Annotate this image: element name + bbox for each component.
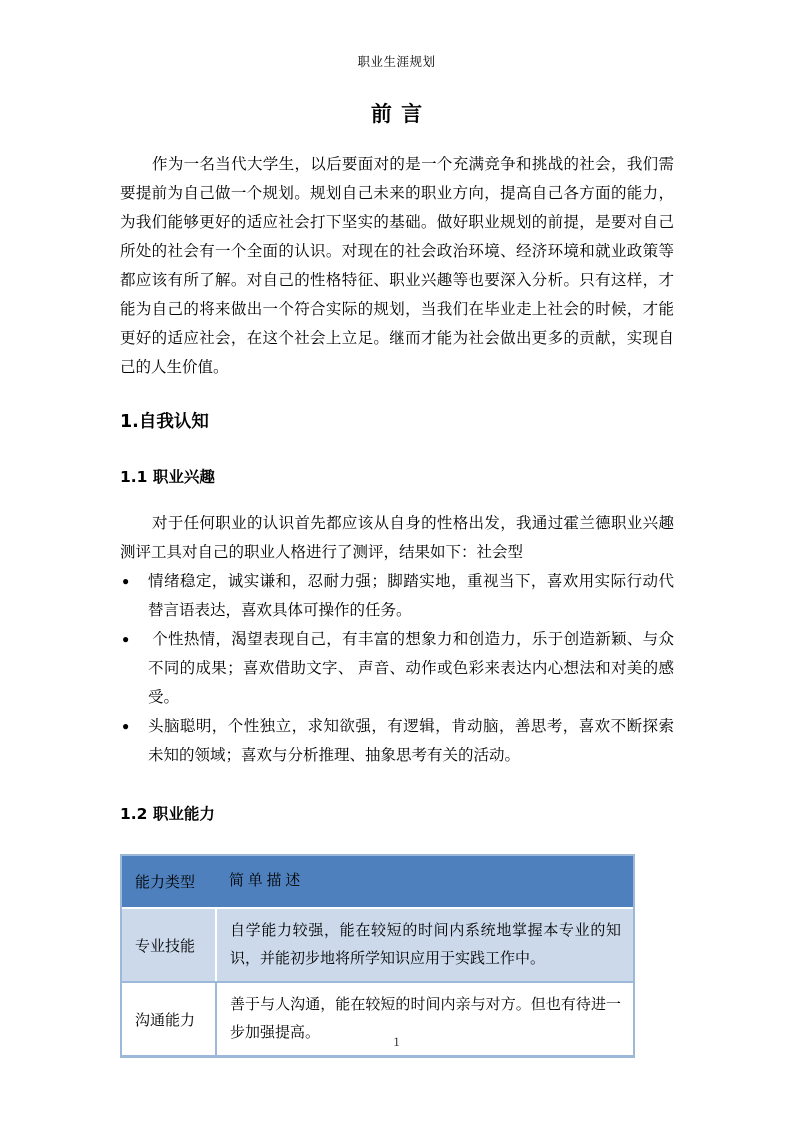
subsection-heading-career-interest: 1.1 职业兴趣 <box>120 468 215 486</box>
bullet-icon: ● <box>122 574 130 588</box>
list-item <box>120 625 674 712</box>
table-cell-ability-type: 专业技能 <box>122 909 217 981</box>
bullet-text: 情绪稳定，诚实谦和，忍耐力强；脚踏实地，重视当下，喜欢用实际行动代替言语表达，喜欢具体可操作的任务。 <box>148 573 674 619</box>
table-row <box>122 909 633 983</box>
bullet-text: 个性热情，渴望表现自己，有丰富的想象力和创造力，乐于创造新颖、与众不同的成果；喜欢借助文字、 声音、动作或色彩来表达内心想法和对美的感受。 <box>148 631 674 706</box>
table-header-description: 简 单 描 述 <box>229 873 301 889</box>
bullet-icon: ● <box>122 632 130 646</box>
bullet-icon: ● <box>122 719 130 733</box>
subsection-heading-career-ability: 1.2 职业能力 <box>120 805 215 823</box>
list-item <box>120 567 674 625</box>
table-header-ability-type: 能力类型 <box>135 875 196 891</box>
document-content <box>120 98 674 1058</box>
running-header: 职业生涯规划 <box>357 55 436 69</box>
table-cell-description: 善于与人沟通，能在较短的时间内亲与对方。但也有待进一步加强提高。 <box>230 997 621 1041</box>
table-header-row <box>122 856 633 909</box>
bullet-text: 头脑聪明，个性独立，求知欲强，有逻辑，肯动脑，善思考，喜欢不断探索未知的领域；喜欢与分析推理、抽象思考有关的活动。 <box>148 718 674 764</box>
foreword-title: 前 言 <box>370 102 424 126</box>
section-heading-self-knowledge: 1.自我认知 <box>120 412 209 432</box>
foreword-paragraph: 作为一名当代大学生，以后要面对的是一个充满竞争和挑战的社会，我们需要提前为自己做一个规划。规划自己未来的职业方向，提高自己各方面的能力，为我们能够更好的适应社会打下坚实的基础。做好职业规划的前提，是要对自己所处的社会有一个全面的认识。对现在的社会政治环境、经济环境和就业政策等都应该有所了解。对自己的性格特征、职业兴趣等也要深入分析。只有这样，才能为自己的将来做出一个符合实际的规划，当我们在毕业走上社会的时候，才能更好的适应社会，在这个社会上立足。继而才能为社会做出更多的贡献，实现自己的人生价值。 <box>120 156 674 376</box>
table-cell-ability-type: 沟通能力 <box>122 983 217 1055</box>
personality-bullet-list <box>120 567 674 770</box>
list-item <box>120 712 674 770</box>
career-interest-intro: 对于任何职业的认识首先都应该从自身的性格出发，我通过霍兰德职业兴趣测评工具对自己的职业人格进行了测评，结果如下：社会型 <box>120 515 674 561</box>
page-number: 1 <box>393 1034 400 1049</box>
table-cell-description: 自学能力较强，能在较短的时间内系统地掌握本专业的知识，并能初步地将所学知识应用于实践工作中。 <box>230 923 621 967</box>
ability-table <box>120 854 635 1058</box>
